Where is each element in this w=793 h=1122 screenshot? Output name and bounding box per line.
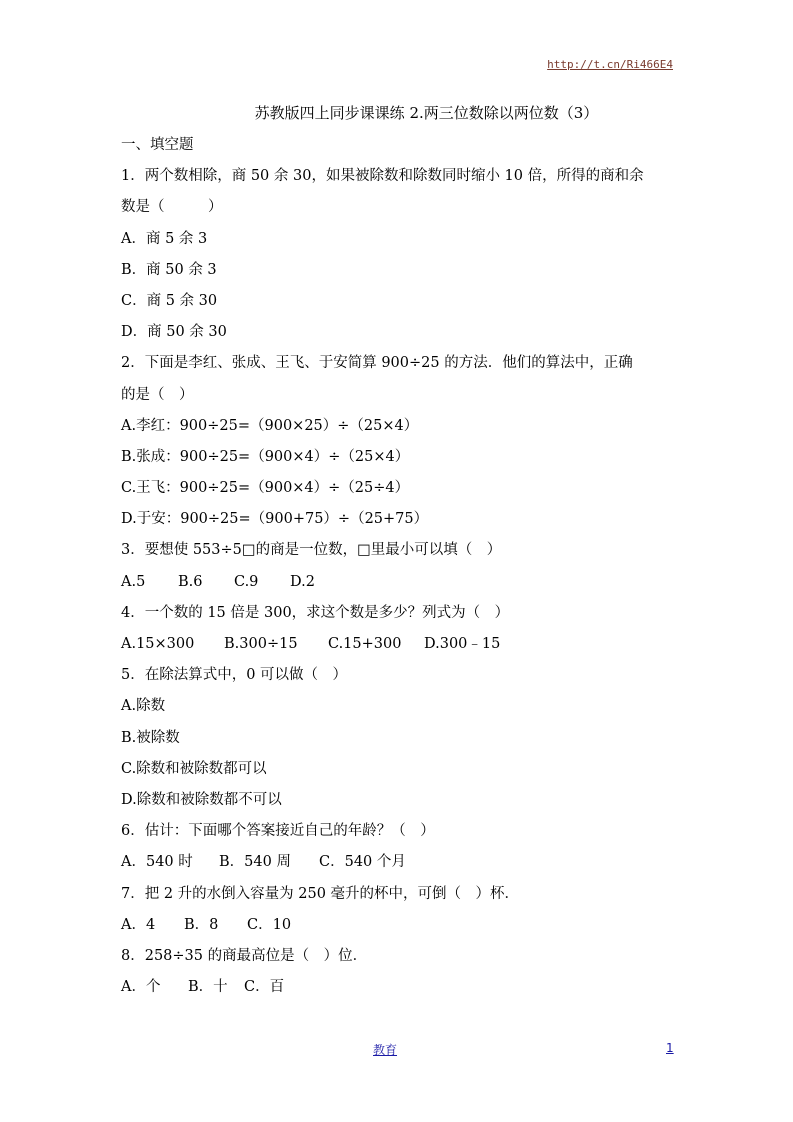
question-1-option-b: B．商 50 余 3: [121, 261, 217, 278]
question-2-stem: 2．下面是李红、张成、王飞、于安简算 900÷25 的方法．他们的算法中，正确: [121, 355, 633, 372]
question-5-option-d: D.除数和被除数都不可以: [121, 791, 282, 808]
question-3-option-c: C.9: [234, 573, 259, 590]
question-8-option-b: B．十: [188, 979, 228, 996]
question-7-option-b: B．8: [184, 916, 219, 933]
section-heading: 一、填空题: [121, 137, 194, 153]
question-8-stem: 8．258÷35 的商最高位是（ ）位．: [121, 947, 368, 964]
question-4-option-b: B.300÷15: [224, 636, 298, 652]
question-3-option-a: A.5: [121, 573, 146, 590]
question-7-option-c: C．10: [247, 916, 292, 933]
question-2-option-c: C.王飞：900÷25=（900×4）÷（25÷4）: [121, 480, 410, 497]
question-1-stem: 1．两个数相除，商 50 余 30，如果被除数和除数同时缩小 10 倍，所得的商和余: [121, 168, 644, 185]
question-6-options: [121, 847, 681, 878]
question-3-options: [121, 567, 681, 598]
question-3-option-d: D.2: [290, 573, 315, 590]
question-6-option-a: A．540 时: [121, 854, 193, 871]
question-3-stem: 3．要想使 553÷5□的商是一位数，□里最小可以填（ ）: [121, 542, 502, 559]
footer-link[interactable]: 教育: [373, 1043, 398, 1057]
question-5-stem: 5．在除法算式中，0 可以做（ ）: [121, 667, 348, 684]
question-5-option-b: B.被除数: [121, 729, 180, 746]
question-1-option-d: D．商 50 余 30: [121, 324, 227, 341]
question-4-stem: 4．一个数的 15 倍是 300，求这个数是多少？列式为（ ）: [121, 604, 510, 621]
question-4-option-a: A.15×300: [121, 636, 195, 652]
question-2-option-d: D.于安：900÷25=（900+75）÷（25+75）: [121, 511, 429, 528]
question-6-option-b: B．540 周: [219, 854, 291, 871]
question-5-option-a: A.除数: [121, 698, 166, 715]
question-4-options: [121, 629, 681, 660]
question-2-option-b: B.张成：900÷25=（900×4）÷（25×4）: [121, 448, 410, 465]
question-7-stem: 7．把 2 升的水倒入容量为 250 毫升的杯中，可倒（ ）杯．: [121, 885, 520, 902]
question-8-options: [121, 972, 681, 1003]
question-7-option-a: A．4: [121, 916, 156, 933]
question-1-stem-cont: 数是（ ）: [121, 199, 223, 216]
question-8-option-c: C．百: [244, 979, 285, 996]
question-6-stem: 6．估计：下面哪个答案接近自己的年龄？（ ）: [121, 823, 435, 840]
document-title: 苏教版四上同步课课练 2.两三位数除以两位数（3）: [254, 104, 599, 122]
question-4-option-d: D.300﹣15: [424, 636, 501, 652]
page-number: 1: [666, 1041, 674, 1055]
header-link[interactable]: http://t.cn/Ri466E4: [547, 58, 673, 71]
question-1-option-a: A．商 5 余 3: [121, 230, 208, 247]
question-2-stem-cont: 的是（ ）: [121, 386, 194, 403]
document-body: [121, 130, 681, 1003]
question-5-option-c: C.除数和被除数都可以: [121, 760, 267, 777]
question-1-option-c: C．商 5 余 30: [121, 292, 218, 309]
question-4-option-c: C.15+300: [328, 636, 402, 652]
question-3-option-b: B.6: [178, 573, 203, 590]
question-2-option-a: A.李红：900÷25=（900×25）÷（25×4）: [121, 417, 419, 434]
question-7-options: [121, 910, 681, 941]
question-6-option-c: C．540 个月: [319, 854, 406, 871]
question-8-option-a: A．个: [121, 979, 161, 996]
